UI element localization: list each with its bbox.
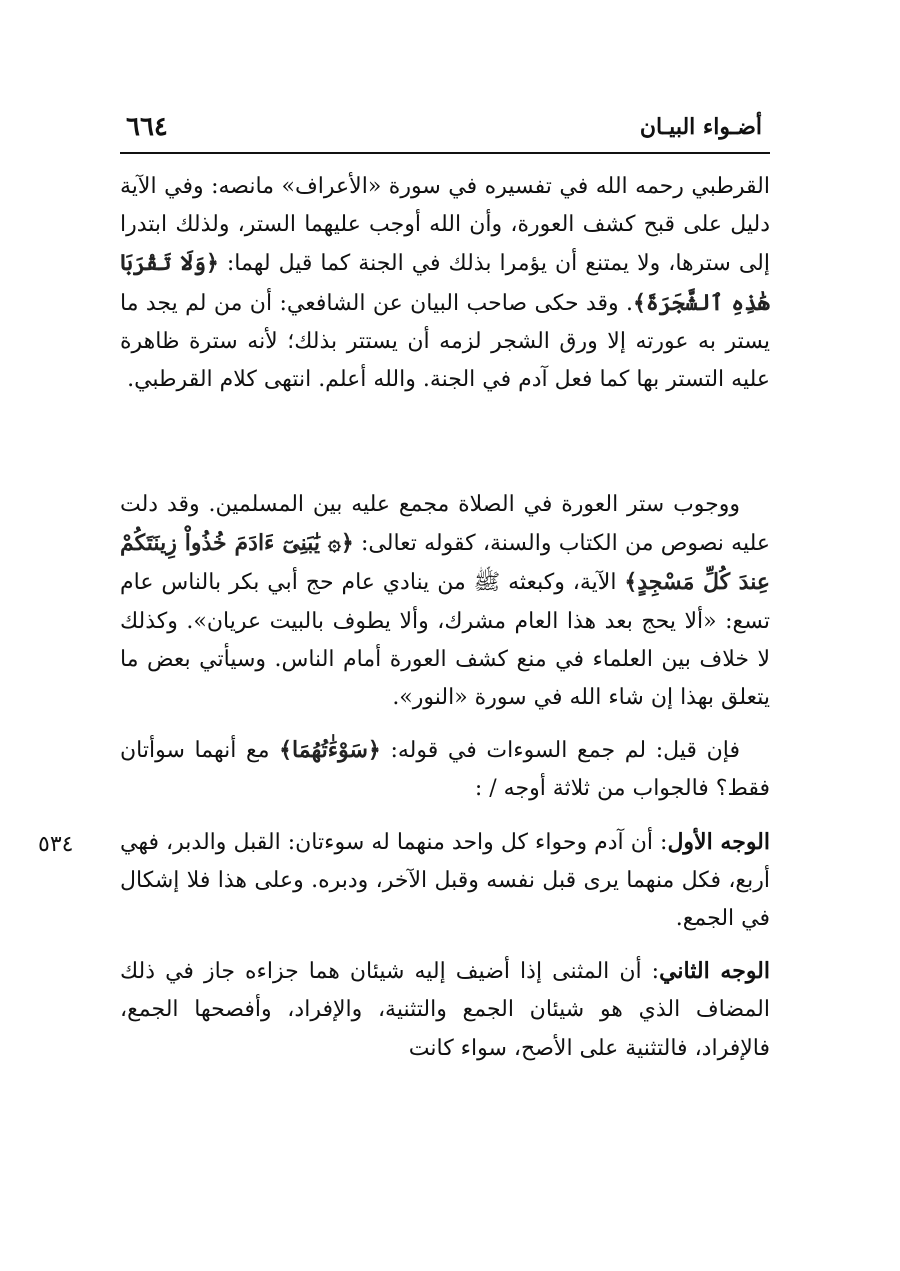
paragraph-1-text-a: القرطبي رحمه الله في تفسيره في سورة «الأعراف» مانصه: وفي الآية دليل على قبح كشف العورة، وأن الله أوجب عليهما الستر، ولذلك ابتدرا إلى سترها، ولا يمتنع أن يؤمرا بذلك في الجنة كما قيل لهما:: [120, 174, 770, 277]
body-text: [120, 168, 770, 1068]
page-number: ٦٦٤: [126, 112, 168, 142]
quran-verse: ﴿وَلَا تَقْرَبَا هَٰذِهِ ٱلشَّجَرَةَ﴾: [120, 250, 770, 316]
paragraph-4-text: : أن آدم وحواء كل واحد منهما له سوءتان: القبل والدبر، فهي أربع، فكل منهما يرى قبل نفسه وقبل الآخر، ودبره. وعلى هذا فلا إشكال في الجمع.: [120, 829, 770, 932]
paragraph-2-text-a: ووجوب ستر العورة في الصلاة مجمع عليه بين المسلمين. وقد دلت عليه نصوص من الكتاب والسنة، كقوله تعالى:: [120, 492, 770, 557]
paragraph-4: [120, 823, 770, 939]
paragraph-3-text-a: فإن قيل: لم جمع السوءات في قوله:: [380, 738, 740, 764]
paragraph-5: [120, 952, 770, 1068]
paragraph-2-text-b: الآية، وكبعثه ﷺ من ينادي عام حج أبي بكر بالناس عام تسع: «ألا يحج بعد هذا العام مشرك، وألا يطوف بالبيت عريان». وكذلك لا خلاف بين العلماء في منع كشف العورة أمام الناس. وسيأتي بعض ما يتعلق بهذا إن شاء الله في سورة «النور».: [120, 570, 770, 711]
paragraph-1: [120, 168, 770, 472]
paragraph-5-text: : أن المثنى إذا أضيف إليه شيئان هما جزاءه جاز في ذلك المضاف الذي هو شيئان الجمع والتثنية، والإفراد، وأفصحها الجمع، فالإفراد، فالتثنية على الأصح، سواء كانت: [120, 959, 770, 1061]
paragraph-3-text-b: مع أنهما سوأتان فقط؟ فالجواب من ثلاثة أوجه / :: [120, 738, 770, 802]
section-heading: الوجه الأول: [667, 828, 770, 855]
quran-verse: ﴿سَوْءَٰتُهُمَا﴾: [279, 737, 381, 764]
margin-page-reference: ٥٣٤: [38, 832, 74, 857]
page-header: [120, 104, 770, 154]
section-heading: الوجه الثاني: [659, 958, 770, 985]
paragraph-2: [120, 486, 770, 717]
paragraph-3: [120, 731, 770, 808]
paragraph-1-text-b: . وقد حكى صاحب البيان عن الشافعي: أن من لم يجد ما يستر به عورته إلا ورق الشجر لزمه أن يستتر بذلك؛ لأنه سترة ظاهرة عليه التستر بها كما فعل آدم في الجنة. والله أعلم. انتهى كلام القرطبي.: [120, 290, 770, 393]
quran-verse: ﴿۞ يَٰبَنِىٓ ءَادَمَ خُذُواْ زِينَتَكُمْ عِندَ كُلِّ مَسْجِدٍ﴾: [120, 530, 770, 596]
book-title: أضـواء البيـان: [639, 114, 762, 140]
